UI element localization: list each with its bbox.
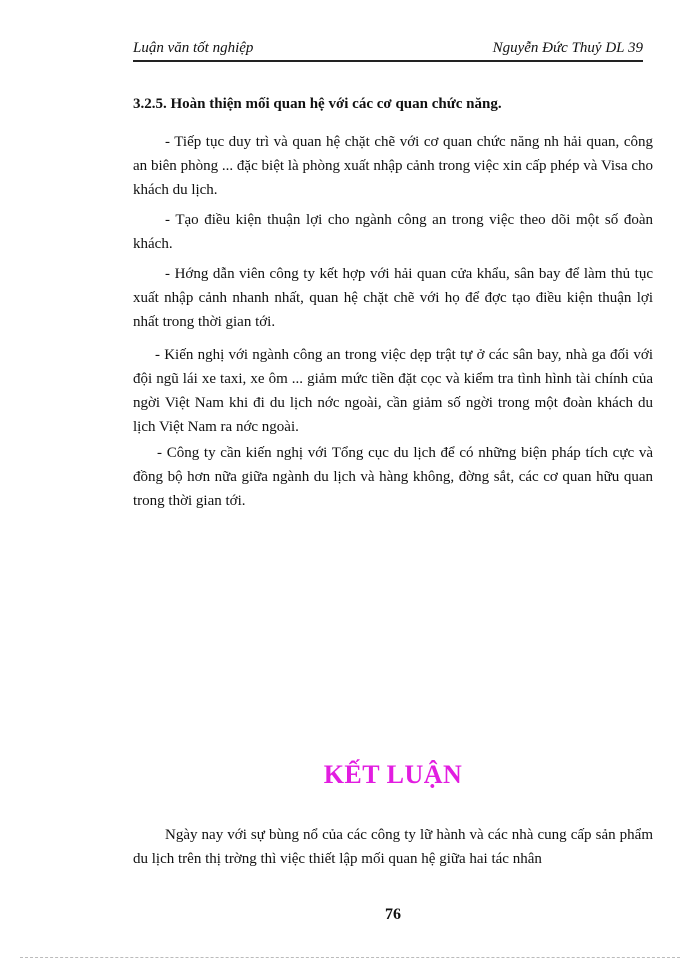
header-thesis-label: Luận văn tốt nghiệp <box>133 40 254 56</box>
paragraph-police-recommendation: - Kiến nghị với ngành công an trong việc dẹp trật tự ở các sân bay, nhà ga đối với đội ngũ lái xe taxi, xe ôm ... giảm mức tiền đặt cọc và kiểm tra tình hình tài chính của ngời Việt Nam khi đi du lịch nớc ngoài, cần giảm số ngời trong một đoàn khách du lịch Việt Nam ra nớc ngoài. <box>133 347 653 435</box>
paragraph-guide-coordination: - Hớng dẫn viên công ty kết hợp với hải quan cửa khẩu, sân bay để làm thủ tục xuất nhập cảnh nhanh nhất, quan hệ chặt chẽ với họ để đợc tạo điều kiện thuận lợi nhất trong thời gian tới. <box>133 266 653 330</box>
header-author: Nguyễn Đức Thuỷ DL 39 <box>492 40 643 56</box>
section-heading: 3.2.5. Hoàn thiện mối quan hệ với các cơ quan chức năng. <box>133 96 502 112</box>
conclusion-heading: KẾT LUẬN <box>323 760 463 789</box>
paragraph-customs-relations: - Tiếp tục duy trì và quan hệ chặt chẽ với cơ quan chức năng nh hải quan, công an biên phòng ... đặc biệt là phòng xuất nhập cảnh trong việc xin cấp phép và Visa cho khách du lịch. <box>133 134 653 198</box>
conclusion-intro-paragraph: Ngày nay với sự bùng nổ của các công ty lữ hành và các nhà cung cấp sản phẩm du lịch trên thị trờng thì việc thiết lập mối quan hệ giữa hai tác nhân <box>133 827 653 867</box>
paragraph-police-support: - Tạo điều kiện thuận lợi cho ngành công an trong việc theo dõi một số đoàn khách. <box>133 212 653 252</box>
running-header <box>133 40 643 62</box>
paragraph-tourism-recommendation: - Công ty cần kiến nghị với Tổng cục du lịch để có những biện pháp tích cực và đồng bộ hơn nữa giữa ngành du lịch và hàng không, đờng sắt, các cơ quan hữu quan trong thời gian tới. <box>133 445 653 509</box>
page-number: 76 <box>385 906 401 923</box>
page-bottom-divider <box>20 957 680 958</box>
